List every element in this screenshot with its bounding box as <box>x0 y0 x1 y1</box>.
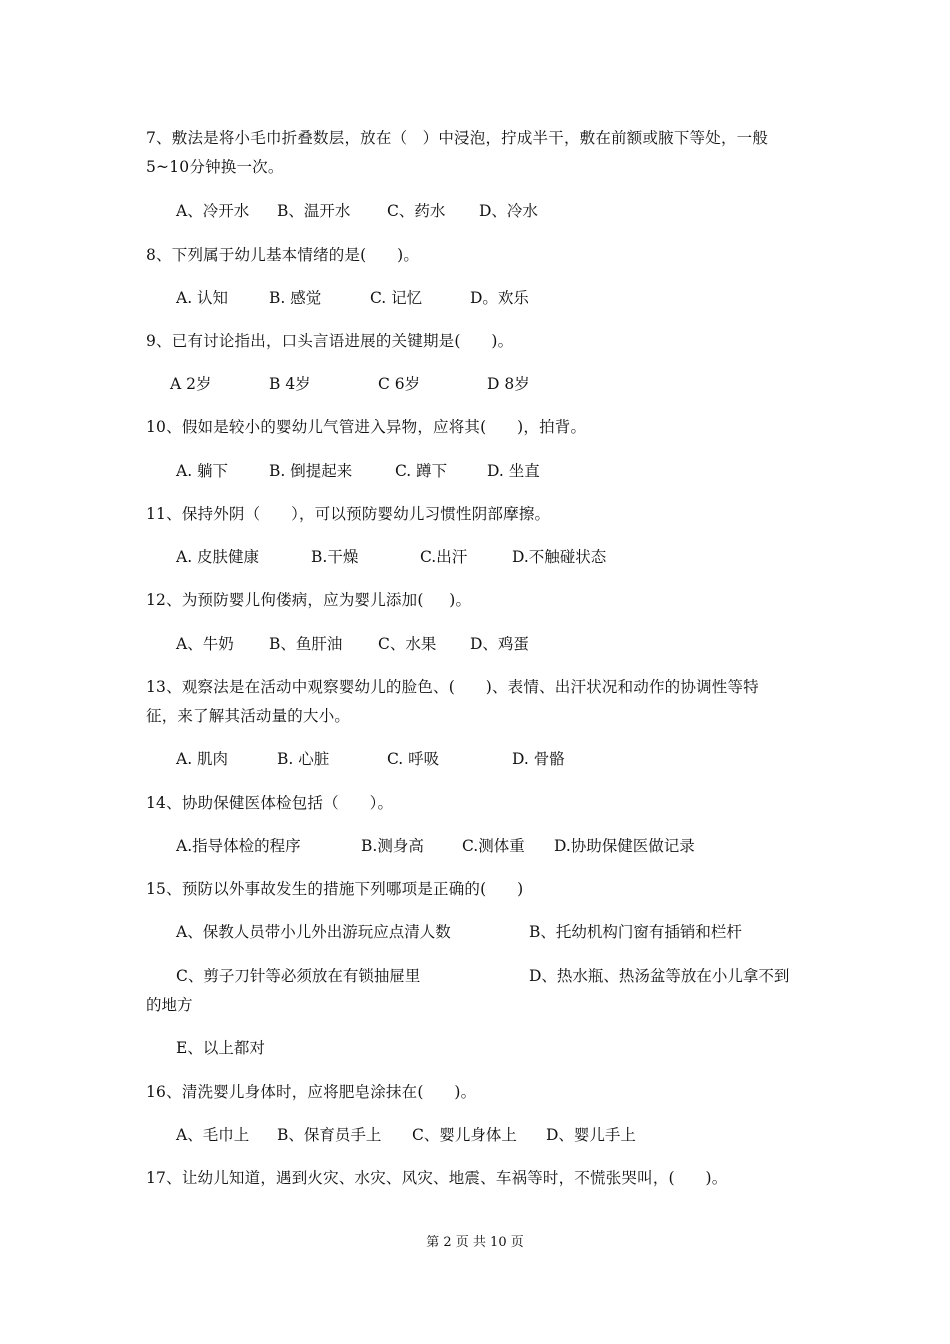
question-15-option-c: C、剪子刀针等必须放在有锁抽屉里 <box>176 967 421 985</box>
question-14-option-d: D.协助保健医做记录 <box>554 837 695 855</box>
question-10-option-d: D. 坐直 <box>487 462 540 480</box>
question-7-option-a: A、冷开水 <box>176 202 250 220</box>
question-15-option-d: D、热水瓶、热汤盆等放在小儿拿不到 <box>529 967 790 985</box>
question-7-option-d: D、冷水 <box>479 202 538 220</box>
question-14-option-a: A.指导体检的程序 <box>176 837 301 855</box>
question-10-option-a: A. 躺下 <box>176 462 229 480</box>
question-13-option-a: A. 肌肉 <box>176 750 229 768</box>
question-10-option-b: B. 倒提起来 <box>269 462 353 480</box>
question-12-line-1: 12、为预防婴儿佝偻病，应为婴儿添加( )。 <box>146 591 472 609</box>
question-14-option-c: C.测体重 <box>462 837 525 855</box>
question-8-option-d: D。欢乐 <box>470 289 529 307</box>
question-11-line-1: 11、保持外阴（ ），可以预防婴幼儿习惯性阴部摩擦。 <box>146 505 551 523</box>
question-7-line-2: 5~10分钟换一次。 <box>146 158 284 176</box>
page-number-footer: 第 2 页 共 10 页 <box>426 1235 524 1250</box>
question-17-line-1: 17、让幼儿知道，遇到火灾、水灾、风灾、地震、车祸等时，不慌张哭叫，( )。 <box>146 1169 728 1187</box>
question-9-line-1: 9、已有讨论指出，口头言语进展的关键期是( )。 <box>146 332 514 350</box>
question-13-line-2: 征，来了解其活动量的大小。 <box>146 707 351 725</box>
question-12-option-b: B、鱼肝油 <box>269 635 343 653</box>
question-14-line-1: 14、协助保健医体检包括（ ）。 <box>146 794 394 812</box>
question-12-option-c: C、水果 <box>378 635 437 653</box>
question-13-option-b: B. 心脏 <box>277 750 330 768</box>
question-15-option-d-cont: 的地方 <box>146 996 193 1014</box>
question-13-option-c: C. 呼吸 <box>387 750 440 768</box>
question-12-option-a: A、牛奶 <box>176 635 234 653</box>
question-8-line-1: 8、下列属于幼儿基本情绪的是( )。 <box>146 246 420 264</box>
question-8-option-b: B. 感觉 <box>269 289 322 307</box>
question-15-option-a: A、保教人员带小儿外出游玩应点清人数 <box>176 923 451 941</box>
question-15-option-b: B、托幼机构门窗有插销和栏杆 <box>529 923 742 941</box>
question-16-option-a: A、毛巾上 <box>176 1126 250 1144</box>
question-10-option-c: C. 蹲下 <box>395 462 448 480</box>
question-11-option-d: D.不触碰状态 <box>512 548 607 566</box>
question-16-option-d: D、婴儿手上 <box>546 1126 636 1144</box>
question-16-option-c: C、婴儿身体上 <box>412 1126 517 1144</box>
question-12-option-d: D、鸡蛋 <box>470 635 529 653</box>
question-15-line-1: 15、预防以外事故发生的措施下列哪项是正确的( ) <box>146 880 524 898</box>
question-8-option-c: C. 记忆 <box>370 289 423 307</box>
question-16-line-1: 16、清洗婴儿身体时，应将肥皂涂抹在( )。 <box>146 1083 477 1101</box>
question-16-option-b: B、保育员手上 <box>277 1126 382 1144</box>
question-9-option-a: A 2岁 <box>170 375 212 393</box>
question-10-line-1: 10、假如是较小的婴幼儿气管进入异物，应将其( )，拍背。 <box>146 418 587 436</box>
question-9-option-b: B 4岁 <box>269 375 311 393</box>
question-13-line-1: 13、观察法是在活动中观察婴幼儿的脸色、( )、表情、出汗状况和动作的协调性等特 <box>146 678 759 696</box>
question-11-option-b: B.干燥 <box>311 548 359 566</box>
question-7-option-b: B、温开水 <box>277 202 351 220</box>
question-11-option-c: C.出汗 <box>420 548 468 566</box>
question-9-option-d: D 8岁 <box>487 375 530 393</box>
question-15-option-e: E、以上都对 <box>176 1039 265 1057</box>
question-7-option-c: C、药水 <box>387 202 446 220</box>
question-14-option-b: B.测身高 <box>361 837 424 855</box>
question-8-option-a: A. 认知 <box>176 289 229 307</box>
question-7-line-1: 7、敷法是将小毛巾折叠数层，放在（ ）中浸泡，拧成半干，敷在前额或腋下等处，一般 <box>146 129 769 147</box>
question-11-option-a: A. 皮肤健康 <box>176 548 260 566</box>
question-13-option-d: D. 骨骼 <box>512 750 565 768</box>
question-9-option-c: C 6岁 <box>378 375 421 393</box>
